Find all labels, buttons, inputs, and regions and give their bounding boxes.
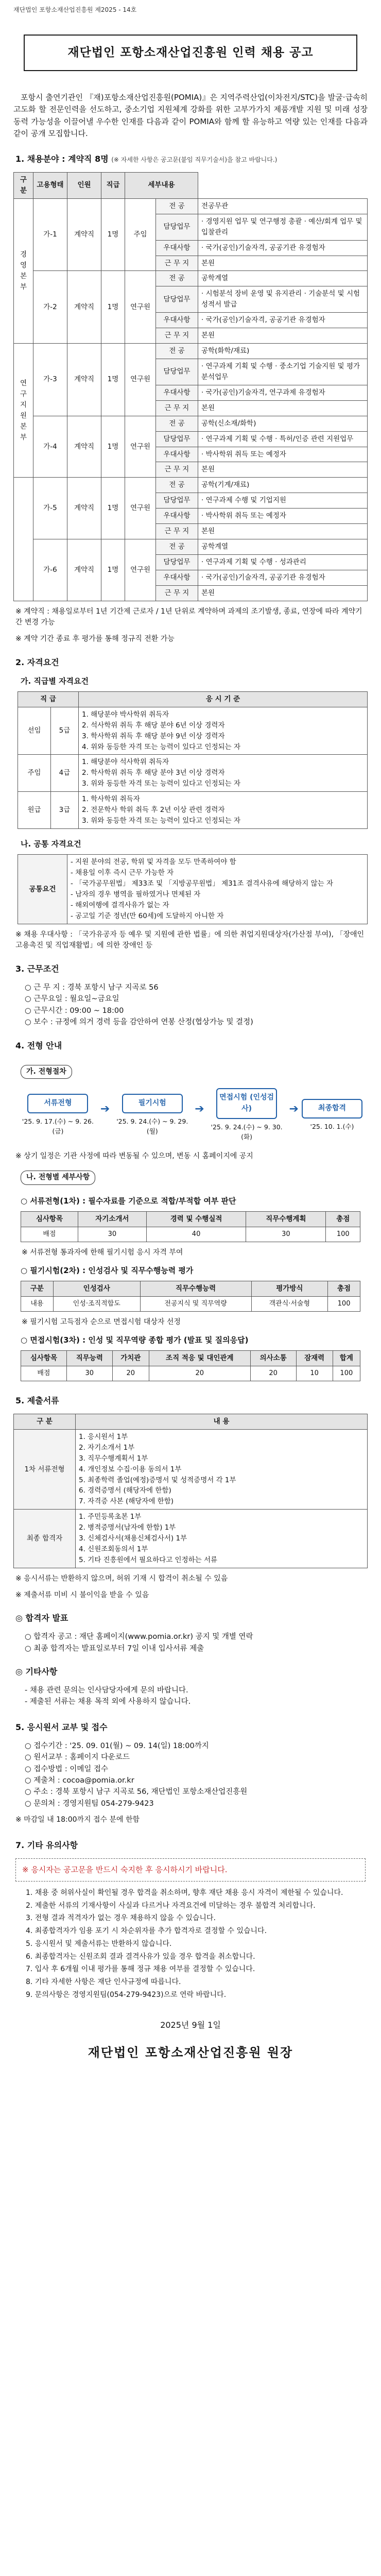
job-row (14, 478, 368, 493)
job-row (14, 416, 368, 431)
score-value: 배점 (21, 1366, 67, 1381)
score-value: 100 (328, 1297, 360, 1312)
application-address: ○ 주소 : 경북 포항시 남구 지곡로 56, 재단법인 포항소재산업진흥원 (25, 1788, 248, 1797)
score-value: 30 (66, 1366, 112, 1381)
flow-step-date: '25. 9. 17.(수) ~ 9. 26.(금) (22, 1117, 94, 1136)
application-method: ○ 접수방법 : 이메일 접수 (25, 1765, 109, 1773)
score-header: 총점 (326, 1212, 360, 1227)
job-count: 1명 (101, 478, 125, 539)
score-value: 전공지식 및 직무역량 (140, 1297, 251, 1312)
work-days: ○ 근무요일 : 월요일~금요일 (25, 995, 119, 1004)
job-count: 1명 (101, 539, 125, 601)
section-3-heading: 3. 근무조건 (15, 964, 59, 974)
common-requirements-table (18, 854, 368, 924)
application-period: ○ 접수기간 : '25. 09. 01(월) ~ 09. 14(일) 18:00까지 (25, 1741, 209, 1750)
job-count: 1명 (101, 198, 125, 271)
detail-value: 공학(신소재/화학) (198, 416, 368, 431)
caution-item: 8. 기타 자세한 사항은 재단 인사규정에 따릅니다. (26, 1977, 181, 1986)
score-header: 직무수행능력 (140, 1281, 251, 1297)
salary: ○ 보수 : 규정에 의거 경력 등을 감안하여 연봉 산정(협상가능 및 결정) (25, 1018, 253, 1027)
grade-name: 선임 (18, 707, 51, 755)
result-item: ○ 최종 합격자는 발표일로부터 7일 이내 입사서류 제출 (25, 1644, 204, 1653)
detail-value: · 박사학위 취득 또는 예정자 (198, 509, 368, 524)
interview-table (21, 1350, 360, 1381)
documents-table (13, 1414, 368, 1568)
documents-stage: 1차 서류전형 (14, 1429, 76, 1509)
intro-paragraph: 포항시 출연기관인 『재)포항소재산업진흥원(POMIA)』은 지역주력산업(이차전지/STC)을 발굴·급속히 고도화 할 전문인력을 선도하고, 중소기업 지원체계 강화를 위한 고부가가치 제품개발 지원 및 미래 성장동력 가능성을 이끌어낼 우수한 인재를 다음과 같이 POMIA와 함께 할 유능하고 역량 있는 인재를 다음과 같이 공개 모집합니다. (13, 93, 368, 138)
section-5-heading: 5. 제출서류 (15, 1396, 59, 1406)
score-header: 경력 및 수행실적 (146, 1212, 246, 1227)
criteria-item: 3. 학사학위 취득 후 해당 분야 9년 이상 경력자 (82, 732, 225, 740)
detail-value: 본원 (198, 585, 368, 601)
document-item: 3. 직무수행계획서 1부 (79, 1454, 148, 1463)
criteria-item: 3. 위와 동등한 자격 또는 능력이 있다고 인정되는 자 (82, 779, 241, 788)
col-header: 직 급 (18, 691, 79, 707)
detail-label: 담당업무 (156, 214, 198, 240)
score-value: 30 (78, 1227, 146, 1242)
flow-step-label: 최종합격 (302, 1099, 362, 1118)
score-value: 객관식·서술형 (251, 1297, 328, 1312)
score-value: 20 (112, 1366, 149, 1381)
job-grade: 연구원 (125, 416, 156, 478)
caution-item: 7. 입사 후 6개월 이내 평가를 통해 정규 채용 여부를 결정할 수 있습니다. (26, 1965, 255, 1974)
caution-item: 2. 제출한 서류의 기재사항이 사실과 다르거나 자격요건에 미달하는 경우 불합격 처리합니다. (26, 1901, 316, 1910)
arrow-right-icon: ➔ (195, 1103, 204, 1116)
job-code: 가-5 (33, 478, 67, 539)
job-code: 가-3 (33, 344, 67, 416)
conversion-note: ※ 계약 기간 종료 후 평가를 통해 정규직 전환 가능 (15, 635, 175, 643)
grade-name: 원급 (18, 792, 51, 829)
score-header: 합계 (333, 1351, 360, 1366)
detail-label: 전 공 (156, 539, 198, 555)
grade-criteria (79, 792, 368, 829)
criteria-item: 3. 위와 동등한 자격 또는 능력이 있다고 인정되는 자 (82, 817, 241, 825)
col-header: 고용형태 (33, 173, 67, 199)
documents-note: ※ 제출서류 미비 시 불이익을 받을 수 있음 (15, 1590, 149, 1599)
document-item: 4. 개인정보 수집·이용 동의서 1부 (79, 1465, 182, 1473)
criteria-item: 1. 해당분야 석사학위 취득자 (82, 758, 169, 767)
schedule-note: ※ 상기 일정은 기관 사정에 따라 변동될 수 있으며, 변동 시 홈페이지에 공지 (15, 1152, 253, 1161)
score-header: 직무수행계획 (246, 1212, 326, 1227)
score-header: 심사항목 (21, 1351, 67, 1366)
document-screening-table (21, 1211, 360, 1242)
flow-step-written (113, 1094, 192, 1136)
section-4-heading: 4. 전형 안내 (15, 1040, 62, 1050)
job-count: 1명 (101, 416, 125, 478)
job-type: 계약직 (67, 539, 101, 601)
caution-item: 3. 전형 결과 적격자가 없는 경우 채용하지 않을 수 있습니다. (26, 1914, 216, 1923)
detail-value: · 연구과제 기획 및 수행 · 특허/인증 관련 지원업무 (198, 431, 368, 447)
detail-label: 우대사항 (156, 447, 198, 462)
result-item: ○ 합격자 공고 : 재단 홈페이지(www.pomia.or.kr) 공지 및 개별 연락 (25, 1633, 253, 1641)
criteria-item: 2. 전문학사 학위 취득 후 2년 이상 관련 경력자 (82, 806, 225, 815)
dept-cell (14, 478, 33, 601)
score-header: 평가방식 (251, 1281, 328, 1297)
detail-value: 본원 (198, 328, 368, 344)
caution-item: 1. 채용 중 허위사실이 확인될 경우 합격을 취소하며, 향후 재단 채용 응시 자격이 제한될 수 있습니다. (26, 1889, 343, 1897)
score-value: 100 (333, 1366, 360, 1381)
common-item: - 「국가공무원법」 제33조 및 「지방공무원법」 제31조 결격사유에 해당하지 않는 자 (71, 879, 334, 888)
detail-value: 본원 (198, 400, 368, 416)
process-flow (19, 1088, 362, 1142)
job-type: 계약직 (67, 416, 101, 478)
documents-stage: 최종 합격자 (14, 1510, 76, 1568)
document-item: 5. 기타 진흥원에서 필요하다고 인정하는 서류 (79, 1556, 218, 1564)
job-grade: 연구원 (125, 478, 156, 539)
criteria-item: 4. 위와 동등한 자격 또는 능력이 있다고 인정되는 자 (82, 742, 241, 751)
detail-value: 전공무관 (198, 198, 368, 214)
common-item: - 공고일 기준 정년(만 60세)에 도달하지 아니한 자 (71, 911, 224, 920)
job-type: 계약직 (67, 198, 101, 271)
grade-level: 3급 (51, 792, 79, 829)
grade-requirements-heading: 가. 직급별 자격요건 (21, 676, 89, 686)
flow-step-label: 필기시험 (122, 1094, 183, 1113)
document-item: 6. 경력증명서 (해당자에 한함) (79, 1486, 171, 1495)
grade-row (18, 755, 368, 792)
document-item: 3. 신체검사서(채용신체검사서) 1부 (79, 1534, 187, 1543)
grade-requirements-table (18, 691, 368, 829)
detail-label: 담당업무 (156, 431, 198, 447)
col-header: 내 용 (76, 1414, 368, 1429)
document-item: 5. 최종학력 졸업(예정)증명서 및 성적증명서 각 1부 (79, 1476, 236, 1484)
caution-list (26, 1888, 368, 2001)
grade-row (18, 792, 368, 829)
detail-label: 전 공 (156, 198, 198, 214)
detail-value: · 연구과제 수행 및 기업지원 (198, 493, 368, 509)
arrow-right-icon: ➔ (100, 1103, 110, 1116)
flow-step-final (302, 1099, 362, 1131)
detail-value: 공학계열 (198, 539, 368, 555)
detail-value: · 연구과제 기획 및 수행 · 성과관리 (198, 555, 368, 570)
written-test-heading: ○ 필기시험(2차) : 인성검사 및 직무수행능력 평가 (21, 1265, 194, 1275)
job-row (14, 198, 368, 214)
common-item: - 지원 분야의 전공, 학위 및 자격을 모두 만족하여야 함 (71, 858, 236, 867)
job-code: 가-6 (33, 539, 67, 601)
detail-value: · 박사학위 취득 또는 예정자 (198, 447, 368, 462)
score-value: 30 (246, 1227, 326, 1242)
common-requirements-heading: 나. 공통 자격요건 (21, 839, 81, 849)
detail-value: · 시험분석 장비 운영 및 유지관리 · 기술분석 및 시험성적서 발급 (198, 286, 368, 313)
detail-value: 공학(화학/재료) (198, 344, 368, 359)
job-positions-table (13, 172, 368, 601)
dept-cell: 경영본부 (14, 198, 33, 343)
documents-note: ※ 응시서류는 반환하지 않으며, 허위 기재 시 합격이 취소될 수 있음 (15, 1574, 228, 1583)
section-1-heading-note: (※ 자세한 사항은 공고문(붙임 직무기술서)을 참고 바랍니다.) (111, 156, 278, 164)
written-test-note: ※ 필기시험 고득점자 순으로 면접시험 대상자 선정 (22, 1318, 181, 1327)
document-item: 1. 응시원서 1부 (79, 1432, 128, 1441)
document-item: 1. 주민등록초본 1부 (79, 1513, 142, 1521)
application-note: ※ 마감일 내 18:00까지 접수 분에 한함 (15, 1816, 140, 1824)
job-row (14, 344, 368, 359)
detail-label: 우대사항 (156, 313, 198, 328)
detail-label: 담당업무 (156, 359, 198, 385)
etc-heading: ◎ 기타사항 (15, 1667, 58, 1677)
criteria-item: 2. 석사학위 취득 후 해당 분야 6년 이상 경력자 (82, 721, 225, 730)
application-form: ○ 원서교부 : 홈페이지 다운로드 (25, 1753, 130, 1762)
preference-note: ※ 채용 우대사항 : 「국가유공자 등 예우 및 지원에 관한 법률」에 의한 취업지원대상자(가산점 부여), 「장애인고용촉진 및 직업재활법」에 의한 장애인 등 (15, 930, 365, 950)
score-header: 구분 (21, 1281, 54, 1297)
common-item: - 해외여행에 결격사유가 없는 자 (71, 901, 169, 909)
common-item: - 남자의 경우 병역을 필하였거나 면제된 자 (71, 890, 201, 899)
detail-value: 본원 (198, 256, 368, 271)
job-count: 1명 (101, 344, 125, 416)
detail-label: 우대사항 (156, 509, 198, 524)
detail-label: 담당업무 (156, 286, 198, 313)
job-row (14, 539, 368, 555)
detail-label: 근 무 지 (156, 328, 198, 344)
score-header: 의사소통 (250, 1351, 296, 1366)
score-value: 20 (250, 1366, 296, 1381)
common-label: 공통요건 (18, 855, 67, 924)
detail-value: · 국가(공인)기술자격, 공공기관 유경험자 (198, 240, 368, 256)
detail-label: 우대사항 (156, 385, 198, 400)
criteria-item: 2. 학사학위 취득 후 해당 분야 3년 이상 경력자 (82, 769, 225, 777)
flow-step-date: '25. 10. 1.(수) (310, 1122, 354, 1130)
job-code: 가-1 (33, 198, 67, 271)
document-number: 재단법인 포항소재산업진흥원 제2025 - 14호 (13, 6, 137, 13)
application-heading: 5. 응시원서 교부 및 접수 (15, 1722, 108, 1732)
score-value: 100 (326, 1227, 360, 1242)
detail-label: 전 공 (156, 271, 198, 286)
detail-label: 전 공 (156, 478, 198, 493)
detail-label: 우대사항 (156, 240, 198, 256)
job-row (14, 271, 368, 286)
detail-value: 본원 (198, 524, 368, 539)
detail-label: 근 무 지 (156, 256, 198, 271)
organization-signature: 재단법인 포항소재산업진흥원 원장 (88, 2045, 293, 2060)
col-header: 세부내용 (125, 173, 198, 199)
score-header: 총점 (328, 1281, 360, 1297)
detail-value: 본원 (198, 462, 368, 478)
score-value: 40 (146, 1227, 246, 1242)
col-header: 직급 (101, 173, 125, 199)
criteria-item: 1. 해당분야 박사학위 취득자 (82, 710, 169, 719)
score-header: 인성검사 (53, 1281, 140, 1297)
job-type: 계약직 (67, 344, 101, 416)
job-grade: 주임 (125, 198, 156, 271)
detail-value: · 경영지원 업무 및 연구행정 총괄 · 예산/회계 업무 및 입찰관리 (198, 214, 368, 240)
flow-step-label: 면접시험 (인성검사) (216, 1088, 277, 1118)
flow-step-label: 서류전형 (27, 1094, 88, 1113)
score-header: 잠재력 (296, 1351, 333, 1366)
application-email: ○ 제출처 : cocoa@pomia.or.kr (25, 1776, 134, 1785)
grade-row (18, 707, 368, 755)
detail-value: 공학(기계/재료) (198, 478, 368, 493)
detail-label: 담당업무 (156, 555, 198, 570)
etc-item: - 제출된 서류는 채용 목적 외에 사용하지 않습니다. (25, 1698, 191, 1706)
arrow-right-icon: ➔ (289, 1103, 299, 1116)
detail-label: 담당업무 (156, 493, 198, 509)
job-code: 가-2 (33, 271, 67, 344)
work-hours: ○ 근무시간 : 09:00 ~ 18:00 (25, 1006, 124, 1015)
detail-value: · 국가(공인)기술자격, 연구과제 유경험자 (198, 385, 368, 400)
job-code: 가-4 (33, 416, 67, 478)
detail-value: 공학계열 (198, 271, 368, 286)
job-type: 계약직 (67, 478, 101, 539)
documents-row (14, 1510, 368, 1568)
score-header: 가치관 (112, 1351, 149, 1366)
document-item: 2. 자기소개서 1부 (79, 1443, 135, 1452)
document-screening-heading: ○ 서류전형(1차) : 필수자료를 기준으로 적합/부적합 여부 판단 (21, 1196, 236, 1206)
grade-criteria (79, 707, 368, 755)
flow-step-document (19, 1094, 97, 1136)
document-screening-note: ※ 서류전형 통과자에 한해 필기시험 응시 자격 부여 (22, 1248, 183, 1257)
score-header: 심사항목 (21, 1212, 78, 1227)
detail-value: · 국가(공인)기술자격, 공공기관 유경험자 (198, 313, 368, 328)
section-1-heading: 1. 채용분야 : 계약직 8명 (※ 자세한 사항은 공고문(붙임 직무기술서)을 참고 바랍니다.) (15, 154, 278, 164)
score-header: 직무능력 (66, 1351, 112, 1366)
score-value: 10 (296, 1366, 333, 1381)
process-heading: 가. 전형절차 (21, 1065, 72, 1079)
caution-item: 4. 최종합격자가 임용 포기 시 차순위자를 추가 합격자로 결정할 수 있습니다. (26, 1927, 267, 1936)
detail-label: 근 무 지 (156, 585, 198, 601)
grade-level: 4급 (51, 755, 79, 792)
score-value: 인성·조직적합도 (53, 1297, 140, 1312)
score-value: 20 (149, 1366, 250, 1381)
detail-label: 전 공 (156, 344, 198, 359)
caution-warning: ※ 응시자는 공고문을 반드시 숙지한 후 응시하시기 바랍니다. (22, 1865, 228, 1874)
document-item: 4. 신원조회동의서 1부 (79, 1545, 148, 1554)
document-item: 7. 자격증 사본 (해당자에 한함) (79, 1497, 174, 1506)
caution-item: 5. 응시원서 및 제출서류는 반환하지 않습니다. (26, 1939, 172, 1948)
col-header: 응 시 기 준 (79, 691, 368, 707)
announcement-date: 2025년 9월 1일 (160, 2020, 221, 2030)
score-header: 자기소개서 (78, 1212, 146, 1227)
grade-level: 5급 (51, 707, 79, 755)
application-contact: ○ 문의처 : 경영지원팀 054-279-9423 (25, 1799, 154, 1808)
section-2-heading: 2. 자격요건 (15, 657, 59, 667)
flow-step-interview (207, 1088, 286, 1142)
details-heading: 나. 전형별 세부사항 (21, 1171, 95, 1185)
detail-value: · 연구과제 기획 및 수행 · 중소기업 기술지원 및 평가분석업무 (198, 359, 368, 385)
score-header: 조직 적응 및 대인관계 (149, 1351, 250, 1366)
job-grade: 연구원 (125, 271, 156, 344)
detail-label: 근 무 지 (156, 524, 198, 539)
common-items (67, 855, 368, 924)
contract-note: ※ 계약직 : 채용일로부터 1년 기간제 근로자 / 1년 단위로 계약하며 과제의 조기발생, 종료, 연장에 따라 계약기간 변경 가능 (15, 607, 362, 627)
grade-name: 주임 (18, 755, 51, 792)
job-type: 계약직 (67, 271, 101, 344)
detail-label: 근 무 지 (156, 400, 198, 416)
flow-step-date: '25. 9. 24.(수) ~ 9. 30.(화) (211, 1123, 283, 1141)
document-item: 2. 병적증명서(남자에 한함) 1부 (79, 1523, 176, 1532)
detail-label: 우대사항 (156, 570, 198, 585)
detail-label: 근 무 지 (156, 462, 198, 478)
detail-value: · 국가(공인)기술자격, 공공기관 유경험자 (198, 570, 368, 585)
criteria-item: 1. 학사학위 취득자 (82, 795, 140, 804)
etc-item: - 채용 관련 문의는 인사담당자에게 문의 바랍니다. (25, 1686, 188, 1694)
documents-list (76, 1510, 368, 1568)
score-value: 내용 (21, 1297, 54, 1312)
section-7-heading: 7. 기타 유의사항 (15, 1840, 78, 1851)
detail-label: 전 공 (156, 416, 198, 431)
dept-cell: 연구지원본부 (14, 344, 33, 478)
documents-row (14, 1429, 368, 1509)
written-test-table (21, 1281, 360, 1312)
score-value: 배점 (21, 1227, 78, 1242)
documents-list (76, 1429, 368, 1509)
col-header: 구분 (14, 173, 33, 199)
col-header: 구 분 (14, 1414, 76, 1429)
grade-criteria (79, 755, 368, 792)
result-heading: ◎ 합격자 발표 (15, 1613, 68, 1623)
interview-heading: ○ 면접시험(3차) : 인성 및 직무역량 종합 평가 (발표 및 질의응답) (21, 1335, 249, 1345)
work-location: ○ 근 무 지 : 경북 포항시 남구 지곡로 56 (25, 983, 159, 992)
page-title: 재단법인 포항소재산업진흥원 인력 채용 공고 (24, 35, 357, 72)
flow-step-date: '25. 9. 24.(수) ~ 9. 29.(월) (116, 1117, 188, 1136)
caution-box (15, 1858, 366, 1882)
caution-item: 9. 문의사항은 경영지원팀(054-279-9423)으로 연락 바랍니다. (26, 1990, 227, 1999)
job-grade: 연구원 (125, 344, 156, 416)
job-grade: 연구원 (125, 539, 156, 601)
caution-item: 6. 최종합격자는 신원조회 결과 결격사유가 있을 경우 합격을 취소합니다. (26, 1952, 255, 1961)
col-header: 인원 (67, 173, 101, 199)
job-count: 1명 (101, 271, 125, 344)
common-item: - 채용일 이후 즉시 근무 가능한 자 (71, 869, 174, 877)
